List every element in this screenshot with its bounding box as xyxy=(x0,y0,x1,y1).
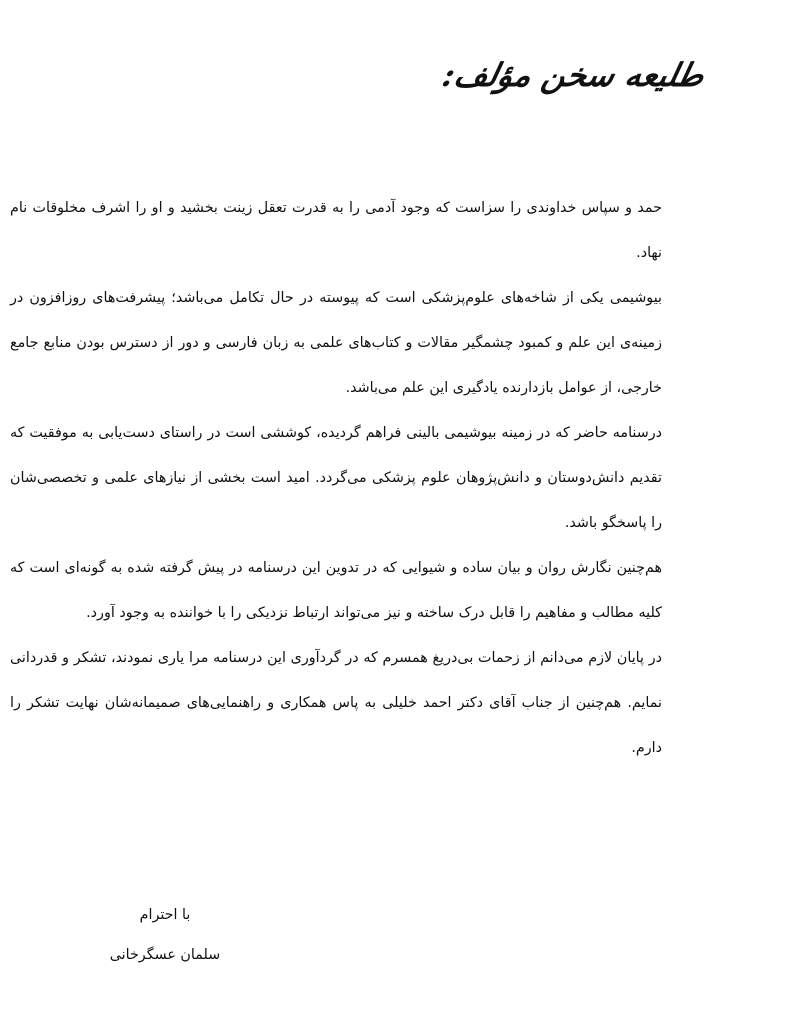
preface-body xyxy=(10,186,662,771)
paragraph-coursebook: درسنامه حاضر که در زمینه بیوشیمی بالینی فراهم گردیده، کوششی است در راستای دست‌یابی به موفقیت که تقدیم دانش‌دوستان و دانش‌پژوهان علوم پزشکی می‌گردد. امید است بخشی از نیازهای علمی و تخصصی‌شان را پاسخگو باشد. xyxy=(10,425,662,531)
signature-block xyxy=(100,895,230,975)
paragraph-opening: حمد و سپاس خداوندی را سزاست که وجود آدمی را به قدرت تعقل زینت بخشید و او را اشرف مخلوقات نام نهاد. xyxy=(10,200,662,261)
paragraph-biochemistry: بیوشیمی یکی از شاخه‌های علوم‌پزشکی است که پیوسته در حال تکامل می‌باشد؛ پیشرفت‌های روزافزون در زمینه‌ی این علم و کمبود چشمگیر مقالات و کتاب‌های علمی به زبان فارسی و دور از دسترس بودن منابع جامع خارجی، از عوامل بازدارنده یادگیری این علم می‌باشد. xyxy=(10,290,662,396)
paragraph-acknowledgements: در پایان لازم می‌دانم از زحمات بی‌دریغ همسرم که در گردآوری این درسنامه مرا یاری نمودند، تشکر و قدردانی نمایم. هم‌چنین از جناب آقای دکتر احمد خلیلی به پاس همکاری و راهنمایی‌های صمیمانه‌شان نهایت تشکر را دارم. xyxy=(10,650,662,756)
paragraph-writing-style: هم‌چنین نگارش روان و بیان ساده و شیوایی که در تدوین این درسنامه در پیش گرفته شده به گونه‌ای است که کلیه مطالب و مفاهیم را قابل درک ساخته و نیز می‌تواند ارتباط نزدیکی را با خواننده به وجود آورد. xyxy=(10,560,662,621)
page-title: طلیعه سخن مؤلف: xyxy=(439,56,709,94)
signature-closing: با احترام xyxy=(139,907,191,923)
signature-author: سلمان عسگرخانی xyxy=(109,947,221,963)
